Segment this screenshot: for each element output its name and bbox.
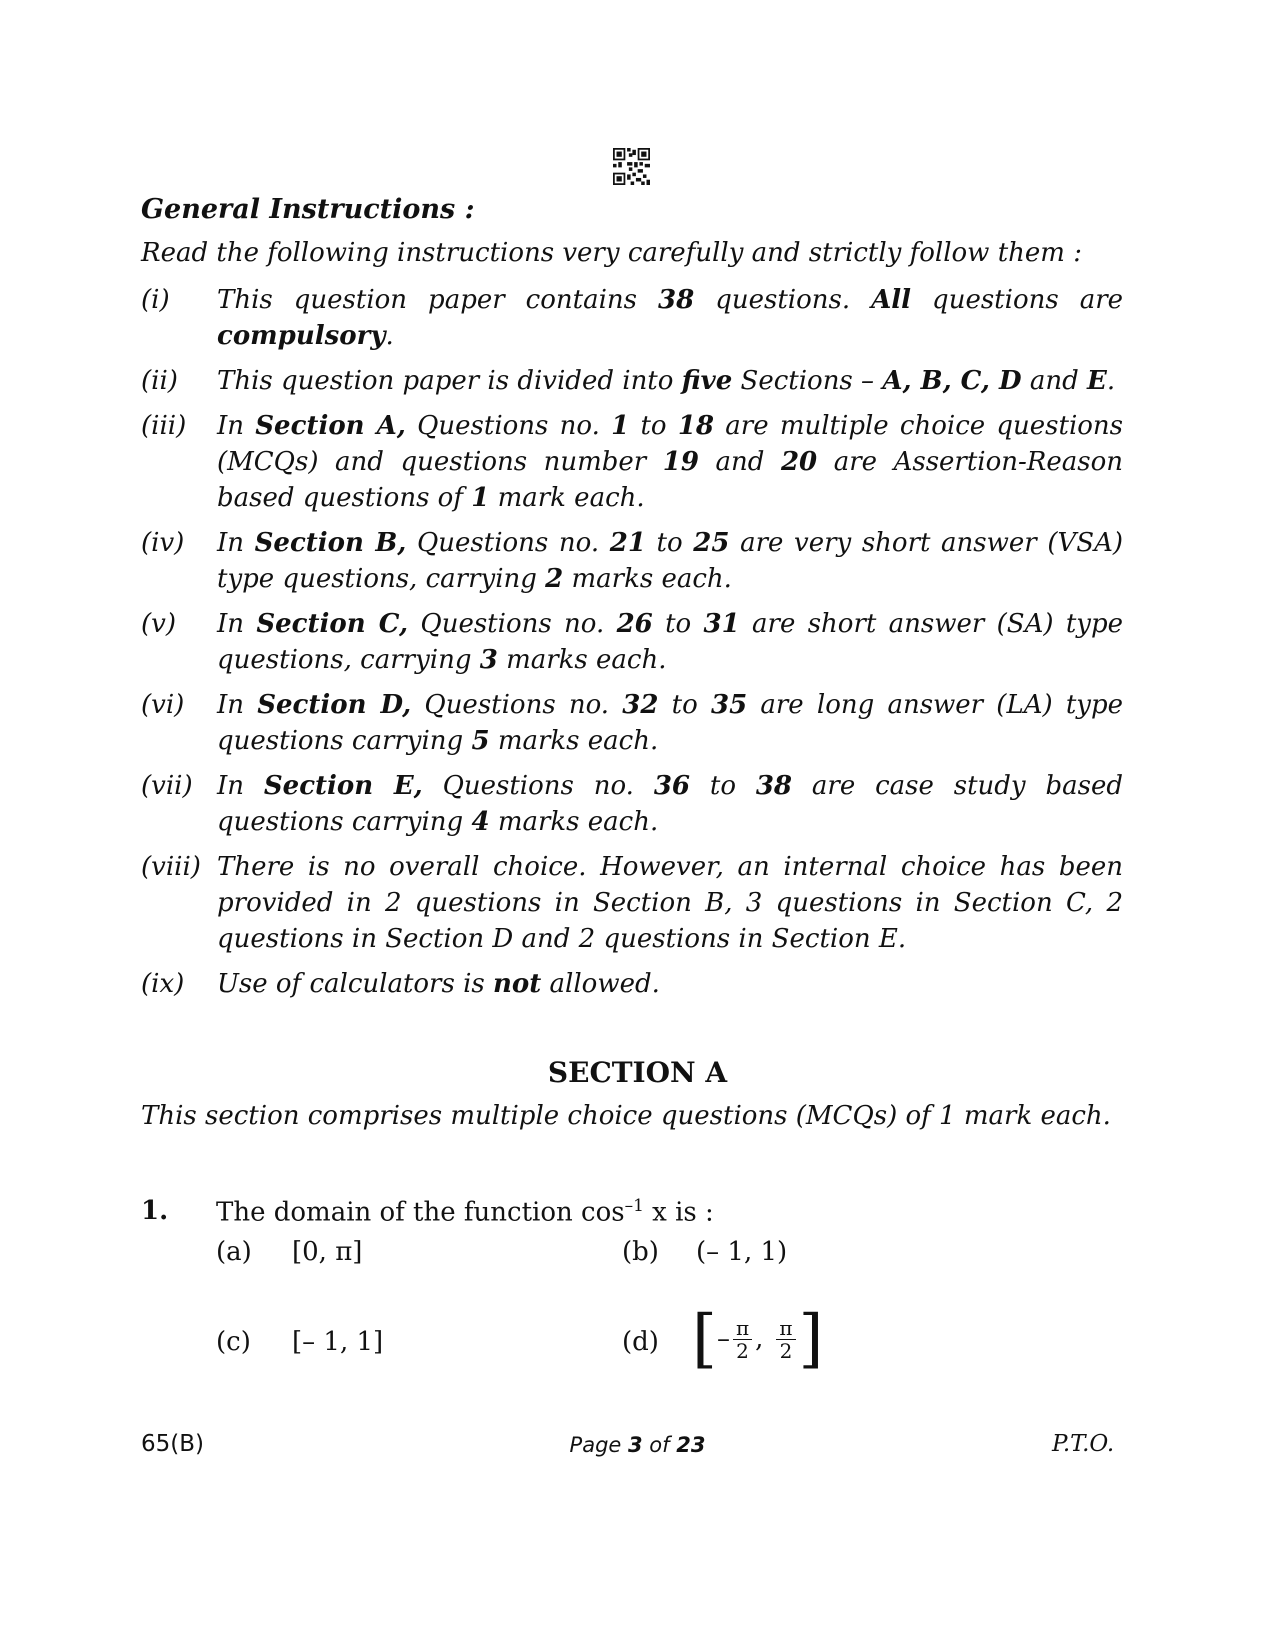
instruction-emphasis: All	[871, 285, 912, 315]
instruction-number: (iv)	[141, 528, 185, 558]
instruction-emphasis: 20	[780, 447, 818, 477]
instruction-segment: and	[698, 447, 781, 477]
instruction-segment: This question paper is divided into	[217, 366, 682, 396]
section-title: SECTION A	[547, 1056, 728, 1089]
instruction-emphasis: 26	[616, 609, 653, 639]
instruction-segment: In	[217, 771, 264, 801]
instruction-segment: .	[385, 321, 394, 351]
instructions-list	[141, 282, 1123, 1011]
instruction-segment: marks each.	[497, 645, 667, 675]
instruction-text	[217, 408, 1123, 516]
question-number: 1.	[141, 1196, 169, 1226]
section-description: This section comprises multiple choice questions (MCQs) of 1 mark each.	[141, 1101, 1111, 1131]
instruction-segment: Use of calculators is	[217, 969, 494, 999]
qr-code	[613, 148, 650, 185]
instruction-emphasis: 38	[755, 771, 793, 801]
instruction-number: (ii)	[141, 366, 178, 396]
instruction-segment: to	[690, 771, 756, 801]
instruction-segment: marks each.	[563, 564, 732, 594]
interval-comma: ,	[755, 1324, 764, 1354]
interval-close-bracket: ]	[798, 1302, 824, 1376]
instruction-segment: to	[629, 411, 678, 441]
instruction-segment: In	[217, 609, 257, 639]
instruction-item	[141, 525, 1123, 597]
option-d-value	[692, 1302, 824, 1376]
option-c-label: (c)	[216, 1327, 251, 1357]
instruction-segment: Sections –	[732, 366, 883, 396]
instruction-text	[217, 687, 1123, 759]
option-a-label: (a)	[216, 1237, 252, 1267]
instruction-emphasis: 2	[545, 564, 564, 594]
question-superscript: –1	[624, 1196, 644, 1216]
instruction-emphasis: 25	[693, 528, 730, 558]
instruction-number: (ix)	[141, 969, 185, 999]
instruction-segment: and	[1021, 366, 1087, 396]
instruction-item	[141, 768, 1123, 840]
instruction-emphasis: Section B,	[254, 528, 407, 558]
fraction-1	[733, 1317, 752, 1362]
instruction-emphasis: 1	[471, 483, 490, 513]
instruction-segment: questions are	[911, 285, 1124, 315]
instruction-emphasis: 5	[471, 726, 490, 756]
question-text	[216, 1196, 714, 1228]
instruction-segment: In	[217, 411, 256, 441]
question-text-before: The domain of the function cos	[216, 1197, 625, 1228]
instruction-segment: are case study based questions carrying	[217, 771, 1123, 837]
instruction-text	[217, 849, 1123, 957]
instruction-number: (vii)	[141, 771, 193, 801]
instruction-segment: allowed.	[541, 969, 660, 999]
instruction-segment: marks each.	[489, 726, 659, 756]
instruction-segment: are long answer (LA) type questions carrying	[217, 690, 1124, 756]
instruction-emphasis: E	[1086, 366, 1107, 396]
option-a-value: [0, π]	[292, 1237, 363, 1267]
instruction-segment: There is no overall choice. However, an internal choice has been provided in 2 questions in Section B, 3 questions in Section C, 2 questions in Section D and 2 questions in Section E.	[217, 852, 1123, 954]
interval-minus: –	[716, 1324, 730, 1354]
page-of: of	[642, 1433, 677, 1457]
instruction-item	[141, 687, 1123, 759]
instruction-number: (viii)	[141, 852, 201, 882]
instruction-emphasis: 1	[611, 411, 630, 441]
instruction-emphasis: A, B, C, D	[882, 366, 1022, 396]
page-total: 23	[676, 1433, 706, 1457]
option-b-value: (– 1, 1)	[696, 1237, 788, 1267]
instruction-emphasis: not	[493, 969, 542, 999]
instruction-segment: to	[652, 609, 704, 639]
instruction-segment: Questions no.	[405, 411, 612, 441]
instruction-segment: Questions no.	[422, 771, 654, 801]
instruction-emphasis: 19	[662, 447, 699, 477]
instruction-emphasis: 35	[710, 690, 748, 720]
instruction-emphasis: 18	[677, 411, 715, 441]
instruction-segment: are multiple choice questions (MCQs) and questions number	[217, 411, 1124, 477]
instruction-emphasis: 3	[479, 645, 498, 675]
instruction-emphasis: 4	[471, 807, 490, 837]
instruction-segment: In	[217, 528, 255, 558]
instruction-emphasis: 21	[609, 528, 646, 558]
instruction-segment: Questions no.	[406, 528, 610, 558]
fraction-1-numerator: π	[733, 1317, 752, 1340]
instruction-emphasis: Section D,	[257, 690, 412, 720]
instruction-item	[141, 606, 1123, 678]
fraction-2-denominator: 2	[779, 1338, 793, 1363]
instruction-item	[141, 363, 1123, 399]
instruction-text	[217, 768, 1123, 840]
instruction-emphasis: 31	[703, 609, 740, 639]
instruction-segment: .	[1106, 366, 1116, 396]
instruction-item	[141, 408, 1123, 516]
instruction-segment: Questions no.	[408, 609, 617, 639]
instruction-segment: questions.	[694, 285, 872, 315]
paper-code: 65(B)	[141, 1431, 204, 1457]
instruction-emphasis: five	[681, 366, 733, 396]
instruction-segment: are Assertion-Reason based questions of	[217, 447, 1124, 513]
instruction-segment: to	[658, 690, 711, 720]
instruction-emphasis: Section A,	[255, 411, 406, 441]
instruction-emphasis: 38	[658, 285, 695, 315]
fraction-2	[776, 1317, 795, 1362]
instruction-segment: Questions no.	[411, 690, 623, 720]
instruction-emphasis: 36	[653, 771, 690, 801]
option-d-label: (d)	[622, 1327, 659, 1357]
instruction-segment: to	[645, 528, 694, 558]
pto-label: P.T.O.	[1052, 1431, 1115, 1457]
instruction-item	[141, 282, 1123, 354]
fraction-1-denominator: 2	[736, 1338, 749, 1363]
instruction-emphasis: Section E,	[263, 771, 423, 801]
instruction-segment: are very short answer (VSA) type questions, carrying	[217, 528, 1123, 594]
question-text-after: x is :	[643, 1197, 714, 1228]
instruction-segment: In	[217, 690, 258, 720]
instruction-number: (v)	[141, 609, 176, 639]
instruction-number: (vi)	[141, 690, 185, 720]
instruction-emphasis: compulsory	[217, 321, 386, 351]
page-prefix: Page	[569, 1433, 628, 1457]
interval-open-bracket: [	[692, 1302, 717, 1376]
instruction-segment: mark each.	[489, 483, 645, 513]
instruction-text	[217, 525, 1123, 597]
instruction-text	[217, 606, 1123, 678]
instruction-text	[217, 282, 1123, 354]
instruction-item	[141, 966, 1123, 1002]
instructions-intro: Read the following instructions very carefully and strictly follow them :	[141, 238, 1082, 268]
instruction-number: (i)	[141, 285, 170, 315]
option-c-value: [– 1, 1]	[292, 1327, 384, 1357]
instruction-segment: This question paper contains	[217, 285, 658, 315]
instructions-title: General Instructions :	[141, 194, 475, 225]
instruction-emphasis: 32	[622, 690, 659, 720]
fraction-2-numerator: π	[776, 1317, 795, 1340]
instruction-text	[217, 363, 1123, 399]
instruction-emphasis: Section C,	[256, 609, 409, 639]
instruction-item	[141, 849, 1123, 957]
option-b-label: (b)	[622, 1237, 659, 1267]
page-current: 3	[628, 1433, 643, 1457]
instruction-segment: marks each.	[489, 807, 659, 837]
instruction-number: (iii)	[141, 411, 187, 441]
instruction-text	[217, 966, 1123, 1002]
instruction-segment: are short answer (SA) type questions, carrying	[217, 609, 1124, 675]
